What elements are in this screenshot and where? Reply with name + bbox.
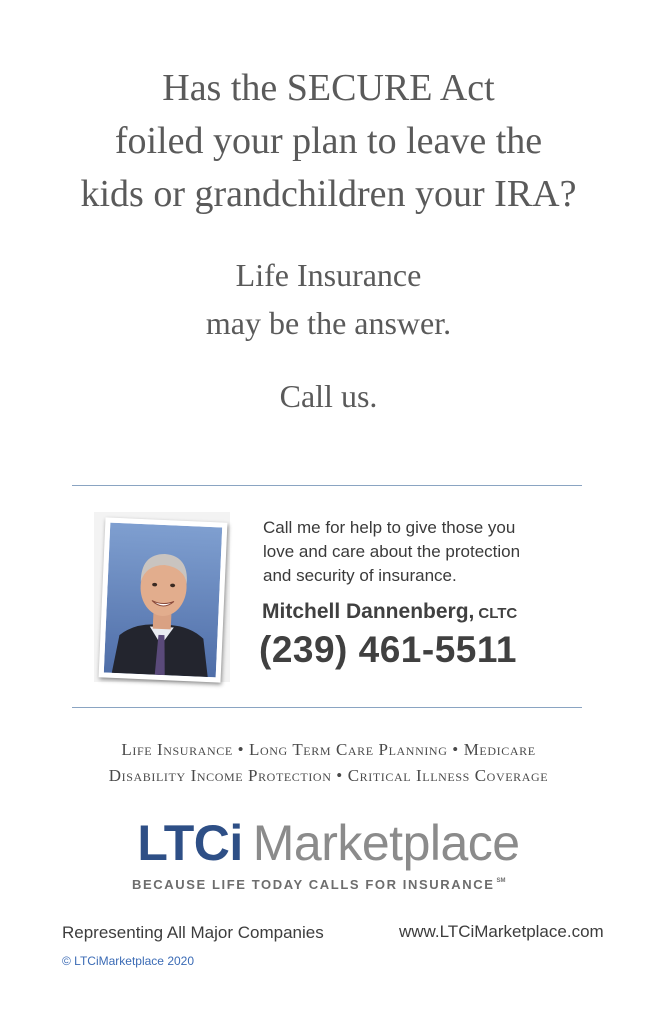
- logo-ltci: LTCi: [137, 815, 243, 871]
- subheadline-line-2: may be the answer.: [205, 305, 452, 341]
- logo-marketplace: Marketplace: [252, 815, 520, 871]
- agent-name: Mitchell Dannenberg,: [262, 600, 475, 623]
- services-line-1: Life Insurance • Long Term Care Planning • Medicare: [121, 740, 536, 759]
- headline-line-3: kids or grandchildren your IRA?: [80, 173, 577, 215]
- agent-name-line: [262, 600, 517, 624]
- headline: [0, 62, 657, 221]
- agent-blurb: [263, 516, 573, 588]
- copyright-text: © LTCiMarketplace 2020: [62, 954, 195, 968]
- service-mark: SM: [496, 878, 506, 884]
- agent-blurb-line-1: Call me for help to give those you: [263, 518, 516, 537]
- call-to-action: Call us.: [279, 378, 378, 414]
- agent-blurb-line-3: and security of insurance.: [263, 566, 457, 585]
- representing-text: Representing All Major Companies: [62, 923, 324, 942]
- headline-line-1: Has the SECURE Act: [162, 67, 495, 109]
- top-divider: [72, 485, 582, 486]
- agent-credential: CLTC: [478, 605, 518, 622]
- logo-tagline: [132, 877, 505, 892]
- agent-blurb-line-2: love and care about the protection: [263, 542, 521, 561]
- subheadline: [0, 251, 657, 347]
- tagline-text: BECAUSE LIFE TODAY CALLS FOR INSURANCE: [132, 877, 495, 892]
- website-link[interactable]: www.LTCiMarketplace.com: [399, 922, 604, 941]
- agent-portrait-image: [104, 523, 222, 678]
- agent-phone[interactable]: (239) 461-5511: [259, 629, 517, 670]
- subheadline-line-1: Life Insurance: [235, 257, 422, 293]
- agent-photo: [99, 517, 228, 682]
- company-logo: [0, 812, 657, 874]
- headline-line-2: foiled your plan to leave the: [114, 120, 543, 162]
- bottom-divider: [72, 707, 582, 708]
- services-line-2: Disability Income Protection • Critical Illness Coverage: [108, 766, 549, 785]
